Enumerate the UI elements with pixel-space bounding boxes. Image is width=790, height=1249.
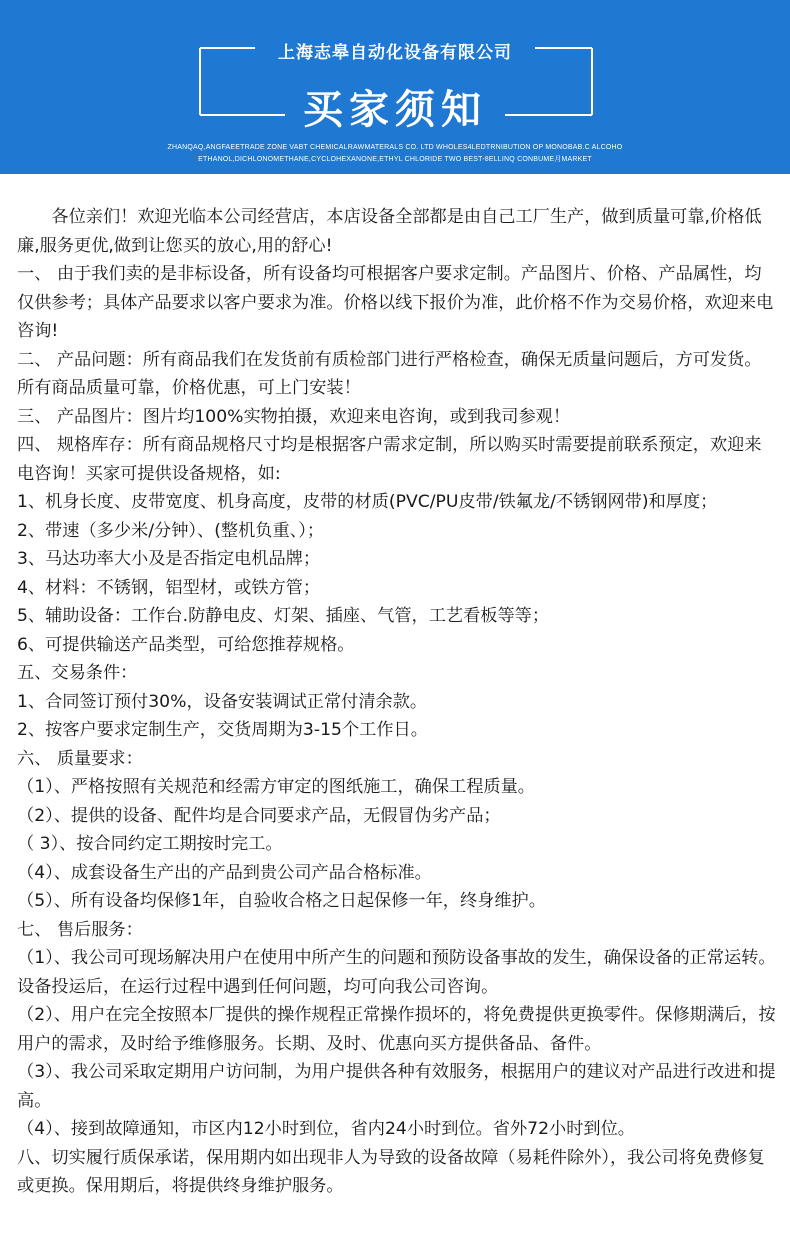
notice-line: 2、带速（多少米/分钟）、(整机负重、）；	[17, 520, 325, 541]
notice-line: 三、 产品图片：图片均100%实物拍摄，欢迎来电咨询，或到我司参观！	[17, 406, 571, 427]
notice-line: （3）、我公司采取定期用户访问制，为用户提供各种有效服务，根据用户的建议对产品进行改进和提高。	[17, 1062, 776, 1111]
notice-line: 2、按客户要求定制生产，交货周期为3-15个工作日。	[17, 720, 428, 740]
notice-line: （ 3）、按合同约定工期按时完工。	[17, 834, 283, 854]
notice-line: 二、 产品问题：所有商品我们在发货前有质检部门进行严格检查，确保无质量问题后，方可发货。所有商品质量可靠，价格优惠，可上门安装！	[17, 349, 762, 398]
notice-line: 5、辅助设备：工作台.防静电皮、灯架、插座、气管，工艺看板等等；	[17, 606, 550, 626]
notice-line: 1、机身长度、皮带宽度、机身高度，皮带的材质(PVC/PU皮带/铁氟龙/不锈钢网带)和厚度；	[17, 492, 718, 512]
notice-line: 一、 由于我们卖的是非标设备，所有设备均可根据客户要求定制。产品图片、价格、产品属性，均仅供参考；具体产品要求以客户要求为准。价格以线下报价为准，此价格不作为交易价格，欢迎来电咨询!	[17, 264, 774, 341]
notice-line: （4）、成套设备生产出的产品到贵公司产品合格标准。	[17, 862, 432, 883]
notice-line: 四、 规格库存：所有商品规格尺寸均是根据客户需求定制，所以购买时需要提前联系预定，欢迎来电咨询！买家可提供设备规格，如:	[17, 435, 762, 484]
header-banner	[0, 0, 790, 174]
notice-line: 八、切实履行质保承诺，保用期内如出现非人为导致的设备故障（易耗件除外），我公司将免费修复或更换。保用期后，将提供终身维护服务。	[17, 1147, 765, 1196]
notice-line: （5）、所有设备均保修1年，自验收合格之日起保修一年，终身维护。	[17, 891, 546, 911]
page-title: 买家须知	[303, 87, 487, 133]
notice-line: 6、可提供输送产品类型，可给您推荐规格。	[17, 634, 355, 655]
notice-line: （1）、严格按照有关规范和经需方审定的图纸施工，确保工程质量。	[17, 777, 535, 797]
notice-line: （1）、我公司可现场解决用户在使用中所产生的问题和预防设备事故的发生，确保设备的正常运转。设备投运后，在运行过程中遇到任何问题，均可向我公司咨询。	[17, 948, 776, 997]
notice-line: （2）、提供的设备、配件均是合同要求产品，无假冒伪劣产品；	[17, 805, 501, 826]
banner-subtitle-line-2: ETHANOL,DICHLONOMETHANE,CYCLOHEXANONE,ETHYL CHLORIDE TWO BEST-8ELLINQ CONBUME月MARKET	[198, 156, 592, 163]
notice-intro: 各位亲们！欢迎光临本公司经营店，本店设备全部都是由自己工厂生产，做到质量可靠,价格低廉,服务更优,做到让您买的放心,用的舒心!	[17, 207, 762, 256]
notice-body	[17, 203, 777, 1201]
notice-line: （4）、接到故障通知，市区内12小时到位，省内24小时到位。省外72小时到位。	[17, 1119, 635, 1139]
company-name: 上海志皋自动化设备有限公司	[278, 43, 512, 63]
notice-line: 3、马达功率大小及是否指定电机品牌；	[17, 549, 321, 569]
notice-line: 七、 售后服务：	[17, 919, 143, 940]
banner-subtitle-line-1: ZHANQAQ,ANGFAEETRADE ZONE VABT CHEMICALRAWMATERALS CO. LTD WHOLES4LEDTRNIBUTION OP MONOBAB.C ALCOHO	[167, 144, 623, 151]
notice-line: 六、 质量要求：	[17, 748, 143, 769]
notice-line: 4、材料：不锈钢，铝型材，或铁方管；	[17, 577, 321, 598]
notice-line: 五、交易条件：	[17, 663, 138, 683]
notice-line: 1、合同签订预付30%，设备安装调试正常付清余款。	[17, 691, 428, 712]
notice-line: （2）、用户在完全按照本厂提供的操作规程正常操作损坏的，将免费提供更换零件。保修期满后，按用户的需求，及时给予维修服务。长期、及时、优惠向买方提供备品、备件。	[17, 1005, 776, 1054]
